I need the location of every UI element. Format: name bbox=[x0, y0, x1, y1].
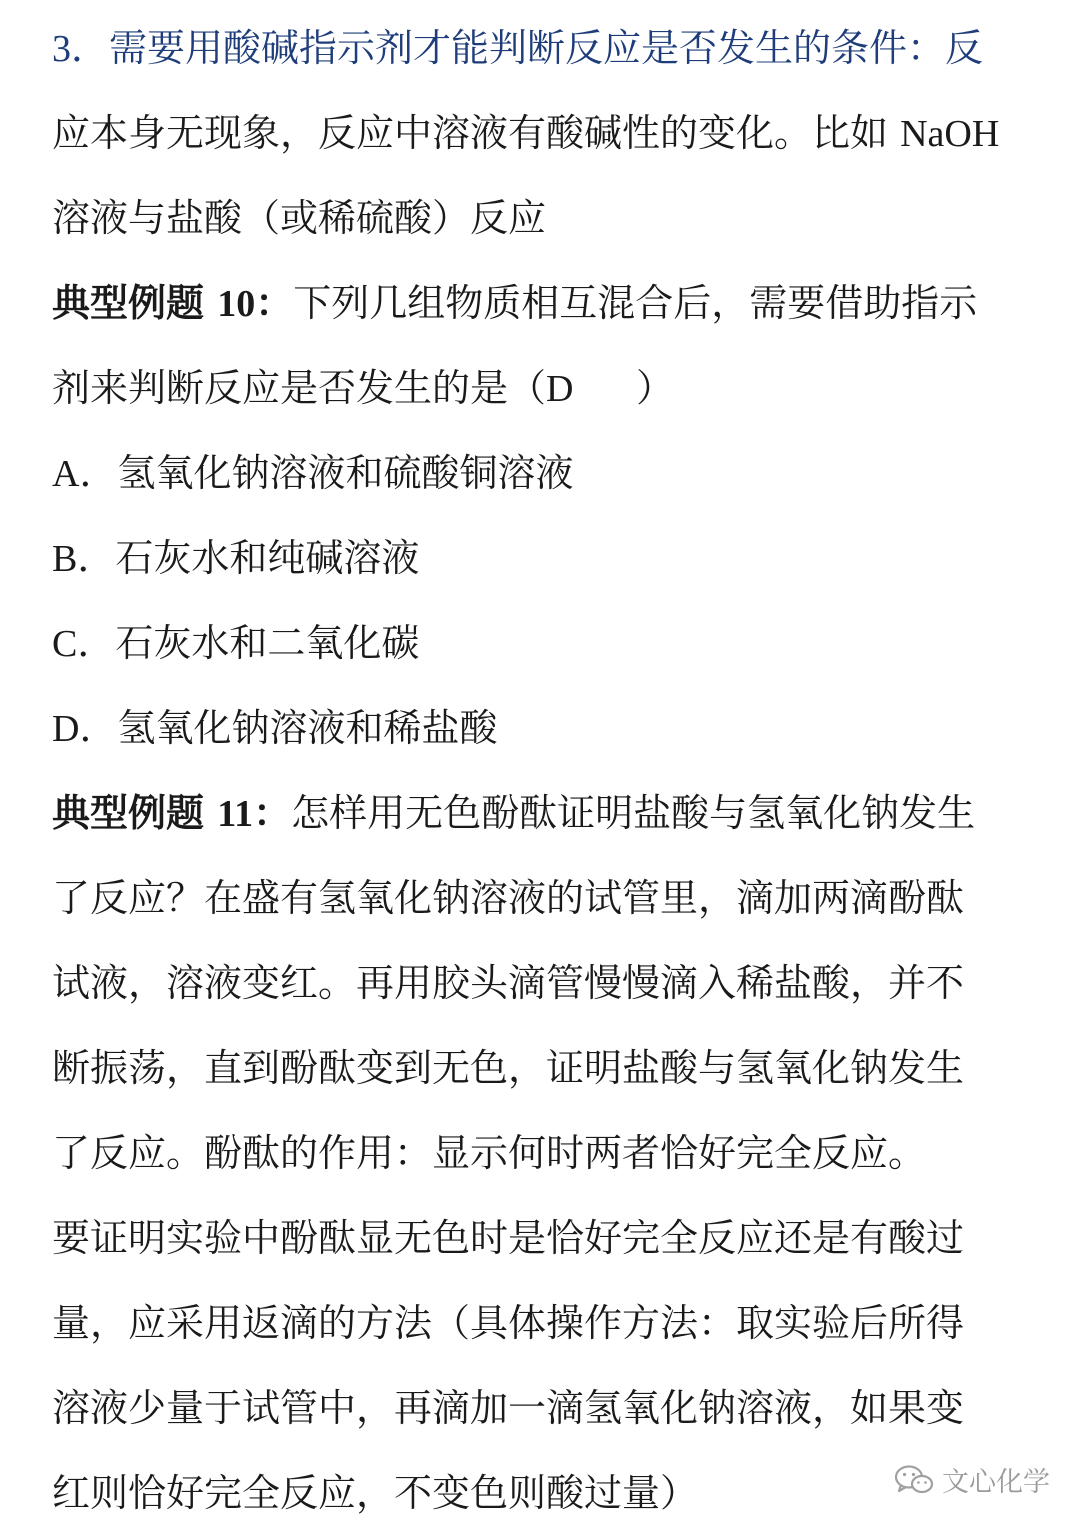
example-11-line-4 bbox=[52, 1026, 1042, 1111]
option-letter: D bbox=[52, 708, 80, 750]
example-10-label: 典型例题 bbox=[52, 281, 218, 325]
example-11-line-7 bbox=[52, 1281, 1042, 1366]
example-11-text-4: 断振荡，直到酚酞变到无色，证明盐酸与氢氧化钠发生 bbox=[52, 1046, 965, 1090]
example-11-text-3: 试液，溶液变红。再用胶头滴管慢慢滴入稀盐酸，并不 bbox=[52, 961, 965, 1005]
example-11-text-9: 红则恰好完全反应，不变色则酸过量） bbox=[52, 1471, 699, 1515]
option-c bbox=[52, 601, 1042, 686]
option-separator: ． bbox=[79, 706, 118, 750]
option-letter: B bbox=[52, 538, 78, 580]
example-10-question-2: 剂来判断反应是否发生的是（ bbox=[52, 366, 547, 410]
example-10-colon: ： bbox=[255, 281, 294, 325]
option-text: 石灰水和纯碱溶液 bbox=[115, 536, 420, 580]
example-10-answer: D bbox=[546, 368, 574, 410]
example-11-label: 典型例题 bbox=[52, 791, 218, 835]
section-3-line-3 bbox=[52, 176, 1042, 261]
example-10-number: 10 bbox=[217, 283, 256, 325]
example-10-question-1: 下列几组物质相互混合后，需要借助指示 bbox=[293, 281, 978, 325]
example-11-line-8 bbox=[52, 1366, 1042, 1451]
watermark-text: 文心化学 bbox=[942, 1467, 1050, 1498]
option-separator: ． bbox=[77, 621, 116, 665]
section-3-line-2 bbox=[52, 91, 1042, 176]
option-a bbox=[52, 431, 1042, 516]
option-text: 石灰水和二氧化碳 bbox=[115, 621, 420, 665]
option-text: 氢氧化钠溶液和硫酸铜溶液 bbox=[117, 451, 574, 495]
example-11-text-7: 量，应采用返滴的方法（具体操作方法：取实验后所得 bbox=[52, 1301, 965, 1345]
example-11-line-2 bbox=[52, 856, 1042, 941]
watermark bbox=[894, 1460, 1050, 1499]
example-11-line-6 bbox=[52, 1196, 1042, 1281]
section-3-text-3: 溶液与盐酸（或稀硫酸）反应 bbox=[52, 196, 547, 240]
example-11-colon: ： bbox=[253, 791, 292, 835]
example-11-text-5: 了反应。酚酞的作用：显示何时两者恰好完全反应。 bbox=[52, 1131, 927, 1175]
option-separator: ． bbox=[77, 536, 116, 580]
section-3-text-2: 应本身无现象，反应中溶液有酸碱性的变化。比如 bbox=[52, 111, 901, 155]
option-letter: A bbox=[52, 453, 80, 495]
section-3-text-1: 需要用酸碱指示剂才能判断反应是否发生的条件：反 bbox=[109, 26, 984, 70]
example-11-text-1: 怎样用无色酚酞证明盐酸与氢氧化钠发生 bbox=[291, 791, 976, 835]
option-d bbox=[52, 686, 1042, 771]
option-separator: ． bbox=[79, 451, 118, 495]
section-number: 3． bbox=[52, 28, 110, 70]
example-10-line-1 bbox=[52, 261, 1042, 346]
option-b bbox=[52, 516, 1042, 601]
example-11-line-5 bbox=[52, 1111, 1042, 1196]
example-11-line-3 bbox=[52, 941, 1042, 1026]
example-11-line-1 bbox=[52, 771, 1042, 856]
example-11-number: 11 bbox=[217, 793, 254, 835]
document-body bbox=[52, 0, 1042, 1536]
section-3-line-1 bbox=[52, 6, 1042, 91]
example-10-line-2 bbox=[52, 346, 1042, 431]
option-letter: C bbox=[52, 623, 78, 665]
example-11-text-2: 了反应？在盛有氢氧化钠溶液的试管里，滴加两滴酚酞 bbox=[52, 876, 965, 920]
option-text: 氢氧化钠溶液和稀盐酸 bbox=[117, 706, 498, 750]
wechat-icon bbox=[894, 1463, 934, 1497]
example-11-text-6: 要证明实验中酚酞显无色时是恰好完全反应还是有酸过 bbox=[52, 1216, 965, 1260]
chemical-formula: NaOH bbox=[900, 113, 1000, 155]
example-11-text-8: 溶液少量于试管中，再滴加一滴氢氧化钠溶液，如果变 bbox=[52, 1386, 965, 1430]
example-10-close-paren: ） bbox=[636, 366, 675, 410]
